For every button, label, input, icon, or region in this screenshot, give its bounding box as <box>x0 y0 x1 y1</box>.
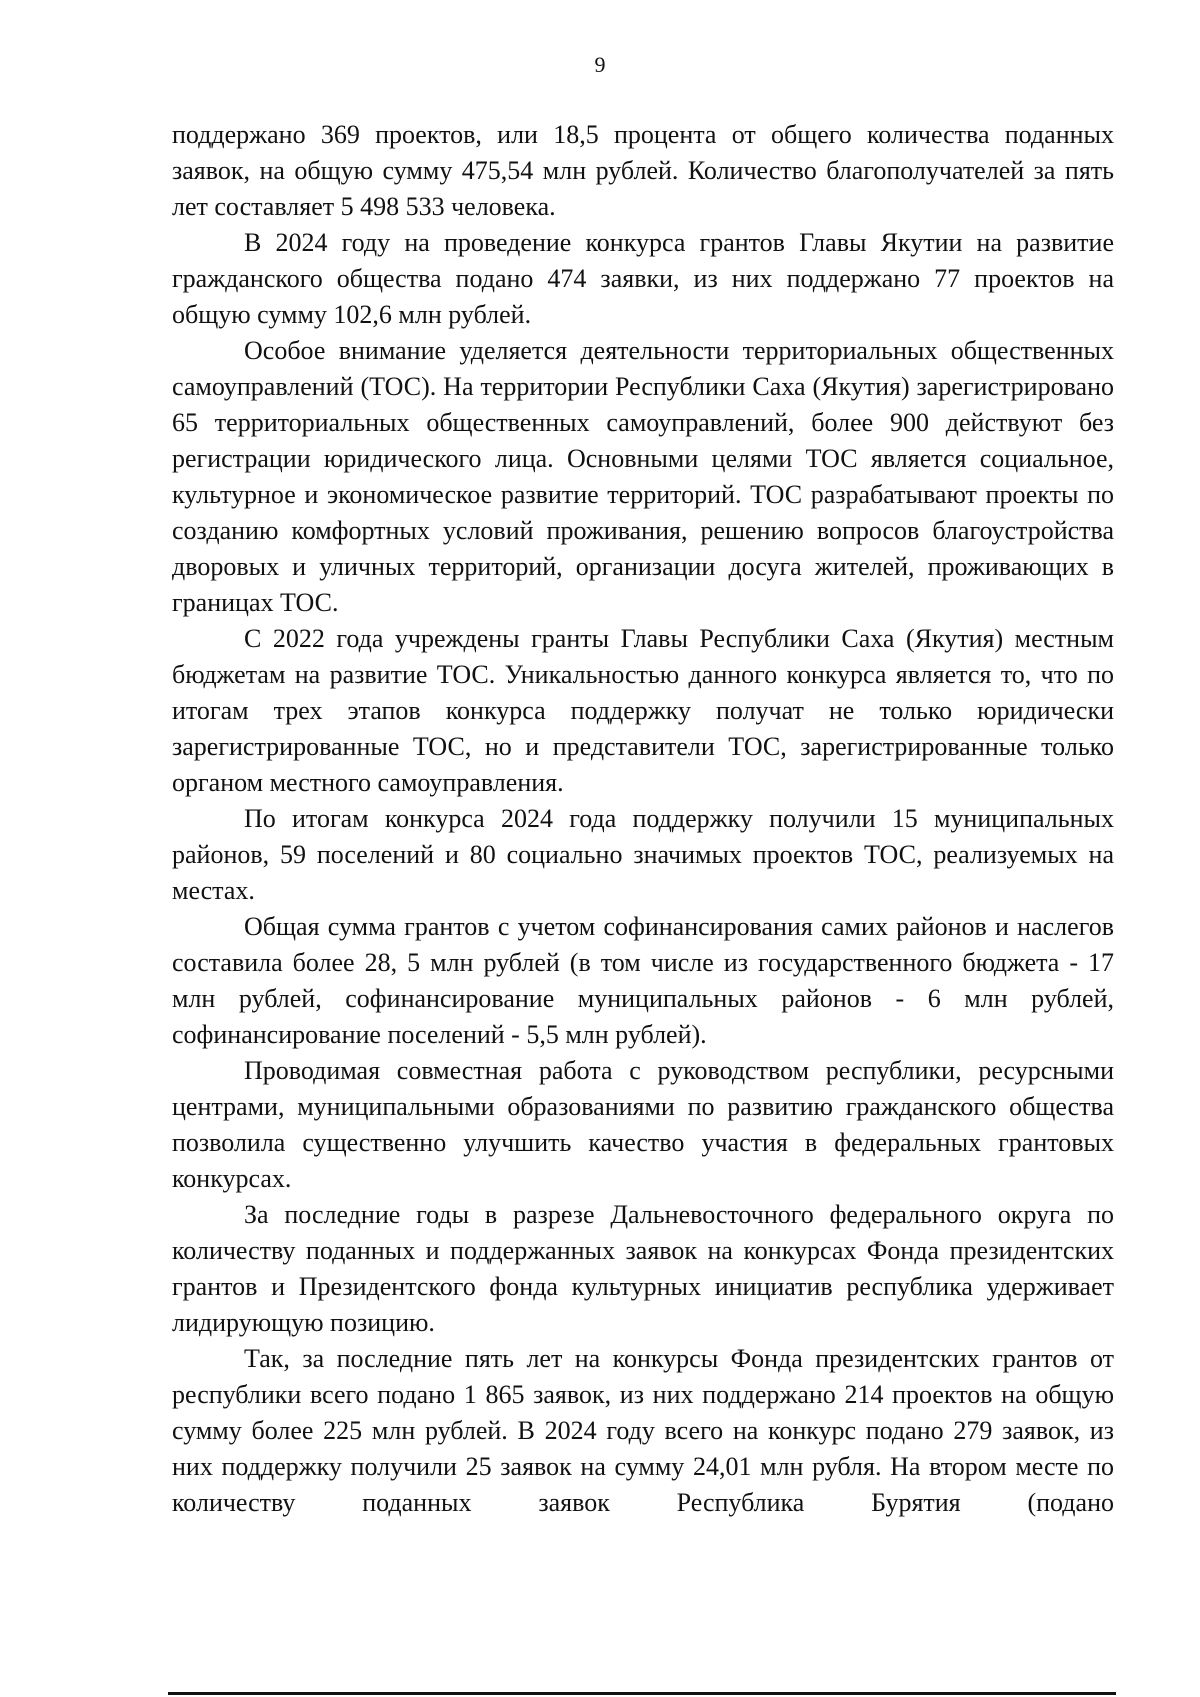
paragraph-7: Проводимая совместная работа с руководством республики, ресурсными центрами, муниципальными образованиями по развитию гражданского общества позволила существенно улучшить качество участия в федеральных грантовых конкурсах. <box>172 1056 1114 1193</box>
page-number: 9 <box>594 52 606 77</box>
paragraph-3: Особое внимание уделяется деятельности территориальных общественных самоуправлений (ТОС). На территории Республики Саха (Якутия) зарегистрировано 65 территориальных общественных самоуправлений, более 900 действуют без регистрации юридического лица. Основными целями ТОС является социальное, культурное и экономическое развитие территорий. ТОС разрабатывают проекты по созданию комфортных условий проживания, решению вопросов благоустройства дворовых и уличных территорий, организации досуга жителей, проживающих в границах ТОС. <box>172 336 1114 617</box>
paragraph-5: По итогам конкурса 2024 года поддержку получили 15 муниципальных районов, 59 поселений и 80 социально значимых проектов ТОС, реализуемых на местах. <box>172 804 1114 905</box>
paragraph-8: За последние годы в разрезе Дальневосточного федерального округа по количеству поданных и поддержанных заявок на конкурсах Фонда президентских грантов и Президентского фонда культурных инициатив республика удерживает лидирующую позицию. <box>172 1200 1114 1337</box>
bottom-divider <box>168 1692 1116 1695</box>
document-body <box>172 117 1114 1521</box>
paragraph-4: С 2022 года учреждены гранты Главы Республики Саха (Якутия) местным бюджетам на развитие ТОС. Уникальностью данного конкурса является то, что по итогам трех этапов конкурса поддержку получат не только юридически зарегистрированные ТОС, но и представители ТОС, зарегистрированные только органом местного самоуправления. <box>172 624 1114 797</box>
paragraph-1: поддержано 369 проектов, или 18,5 процента от общего количества поданных заявок, на общую сумму 475,54 млн рублей. Количество благополучателей за пять лет составляет 5 498 533 человека. <box>172 120 1114 221</box>
paragraph-2: В 2024 году на проведение конкурса грантов Главы Якутии на развитие гражданского общества подано 474 заявки, из них поддержано 77 проектов на общую сумму 102,6 млн рублей. <box>172 228 1114 329</box>
paragraph-6: Общая сумма грантов с учетом софинансирования самих районов и наслегов составила более 28, 5 млн рублей (в том числе из государственного бюджета - 17 млн рублей, софинансирование муниципальных районов - 6 млн рублей, софинансирование поселений - 5,5 млн рублей). <box>172 912 1114 1049</box>
paragraph-9: Так, за последние пять лет на конкурсы Фонда президентских грантов от республики всего подано 1 865 заявок, из них поддержано 214 проектов на общую сумму более 225 млн рублей. В 2024 году всего на конкурс подано 279 заявок, из них поддержку получили 25 заявок на сумму 24,01 млн рубля. На втором месте по количеству поданных заявок Республика Бурятия (подано <box>172 1344 1114 1517</box>
